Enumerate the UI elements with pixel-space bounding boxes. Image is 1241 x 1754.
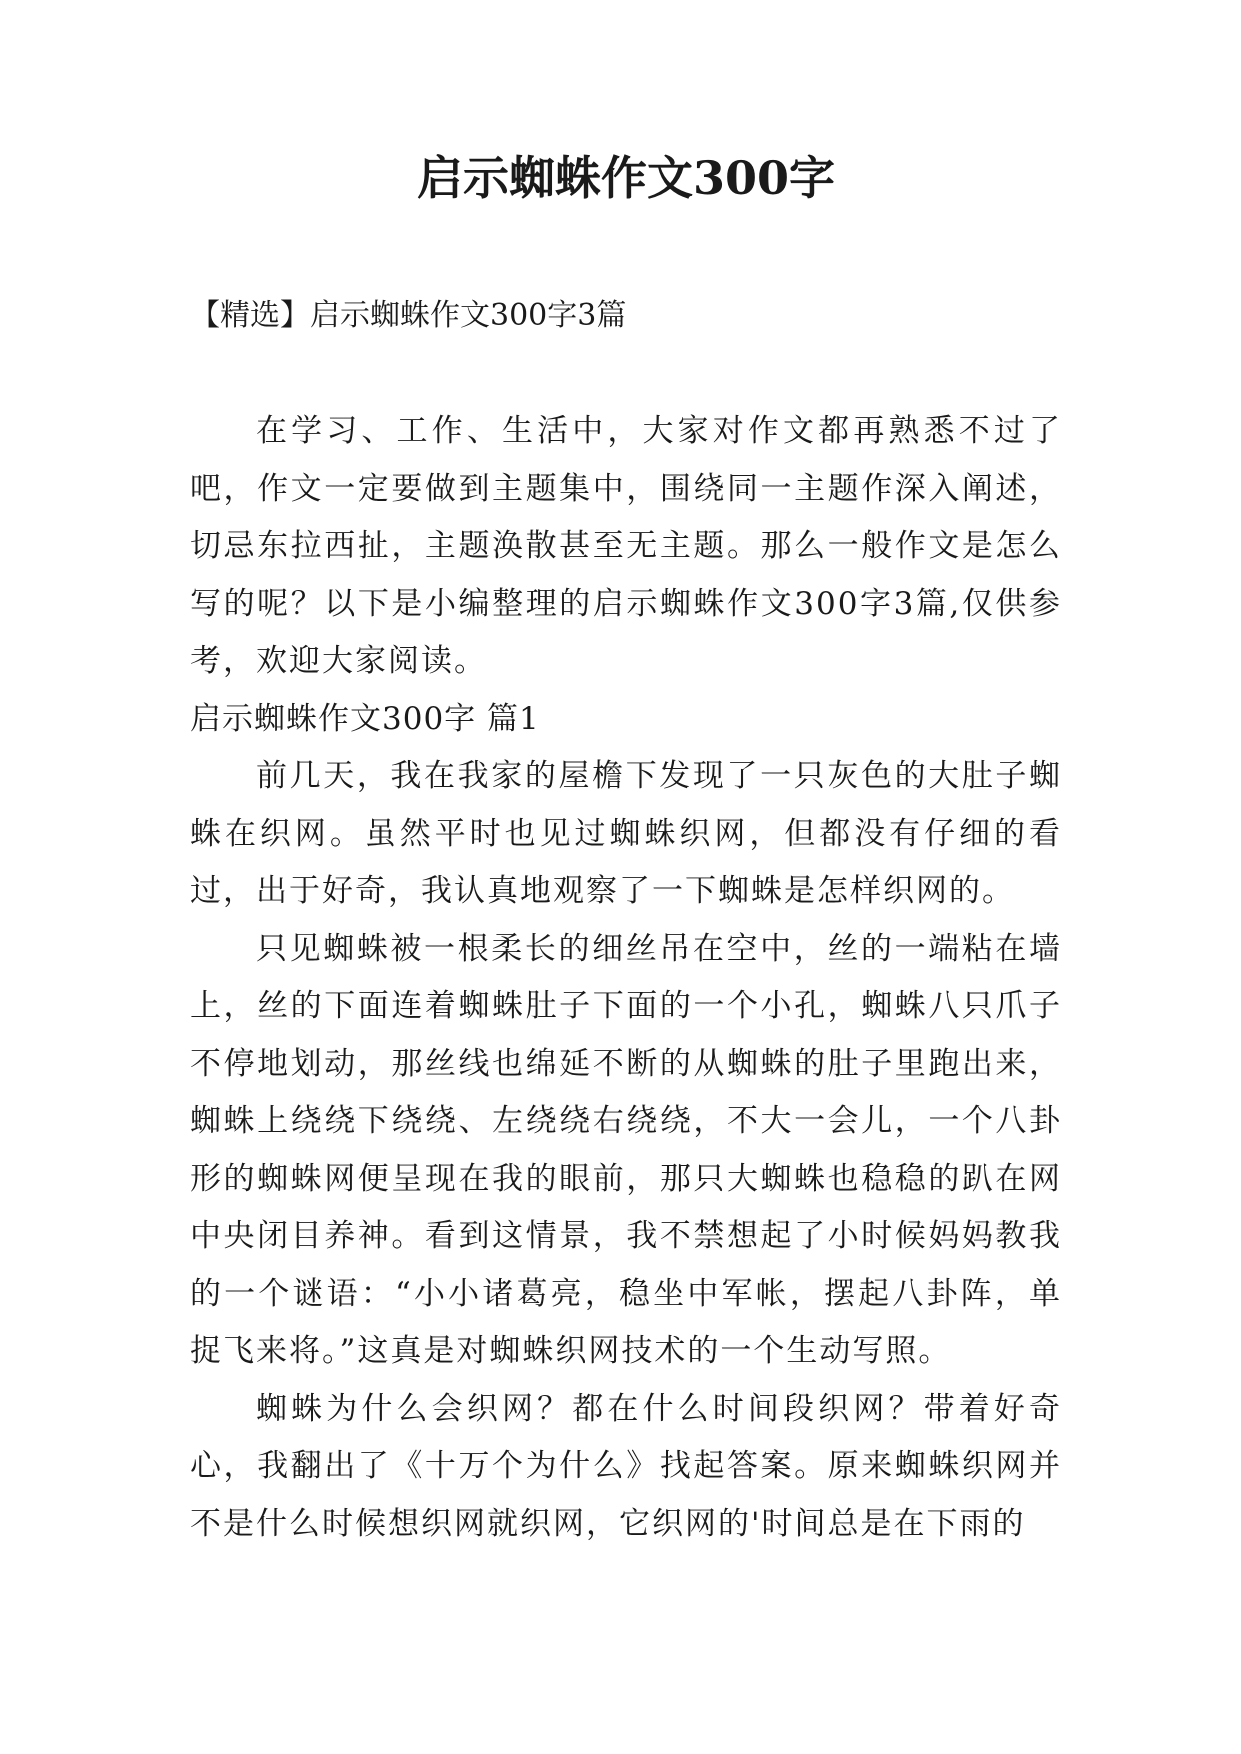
intro-paragraph: 在学习、工作、生活中，大家对作文都再熟悉不过了吧，作文一定要做到主题集中，围绕同一主题作深入阐述，切忌东拉西扯，主题涣散甚至无主题。那么一般作文是怎么写的呢？以下是小编整理的启示蜘蛛作文300字3篇,仅供参考，欢迎大家阅读。 — [190, 413, 1062, 679]
document-title: 启示蜘蛛作文300字 — [416, 151, 836, 205]
section-heading: 启示蜘蛛作文300字 篇1 — [190, 700, 540, 737]
body-paragraph-2: 只见蜘蛛被一根柔长的细丝吊在空中，丝的一端粘在墙上，丝的下面连着蜘蛛肚子下面的一个小孔，蜘蛛八只爪子不停地划动，那丝线也绵延不断的从蜘蛛的肚子里跑出来，蜘蛛上绕绕下绕绕、左绕绕右绕绕，不大一会儿，一个八卦形的蜘蛛网便呈现在我的眼前，那只大蜘蛛也稳稳的趴在网中央闭目养神。看到这情景，我不禁想起了小时候妈妈教我的一个谜语：“小小诸葛亮，稳坐中军帐，摆起八卦阵，单捉飞来将。”这真是对蜘蛛织网技术的一个生动写照。 — [190, 930, 1062, 1369]
body-paragraph-3: 蜘蛛为什么会织网？都在什么时间段织网？带着好奇心，我翻出了《十万个为什么》找起答案。原来蜘蛛织网并不是什么时候想织网就织网，它织网的'时间总是在下雨的 — [190, 1390, 1062, 1542]
document-body — [190, 403, 1062, 1553]
body-paragraph-1: 前几天，我在我家的屋檐下发现了一只灰色的大肚子蜘蛛在织网。虽然平时也见过蜘蛛织网，但都没有仔细的看过，出于好奇，我认真地观察了一下蜘蛛是怎样织网的。 — [190, 758, 1062, 909]
document-subtitle: 【精选】启示蜘蛛作文300字3篇 — [190, 298, 627, 333]
